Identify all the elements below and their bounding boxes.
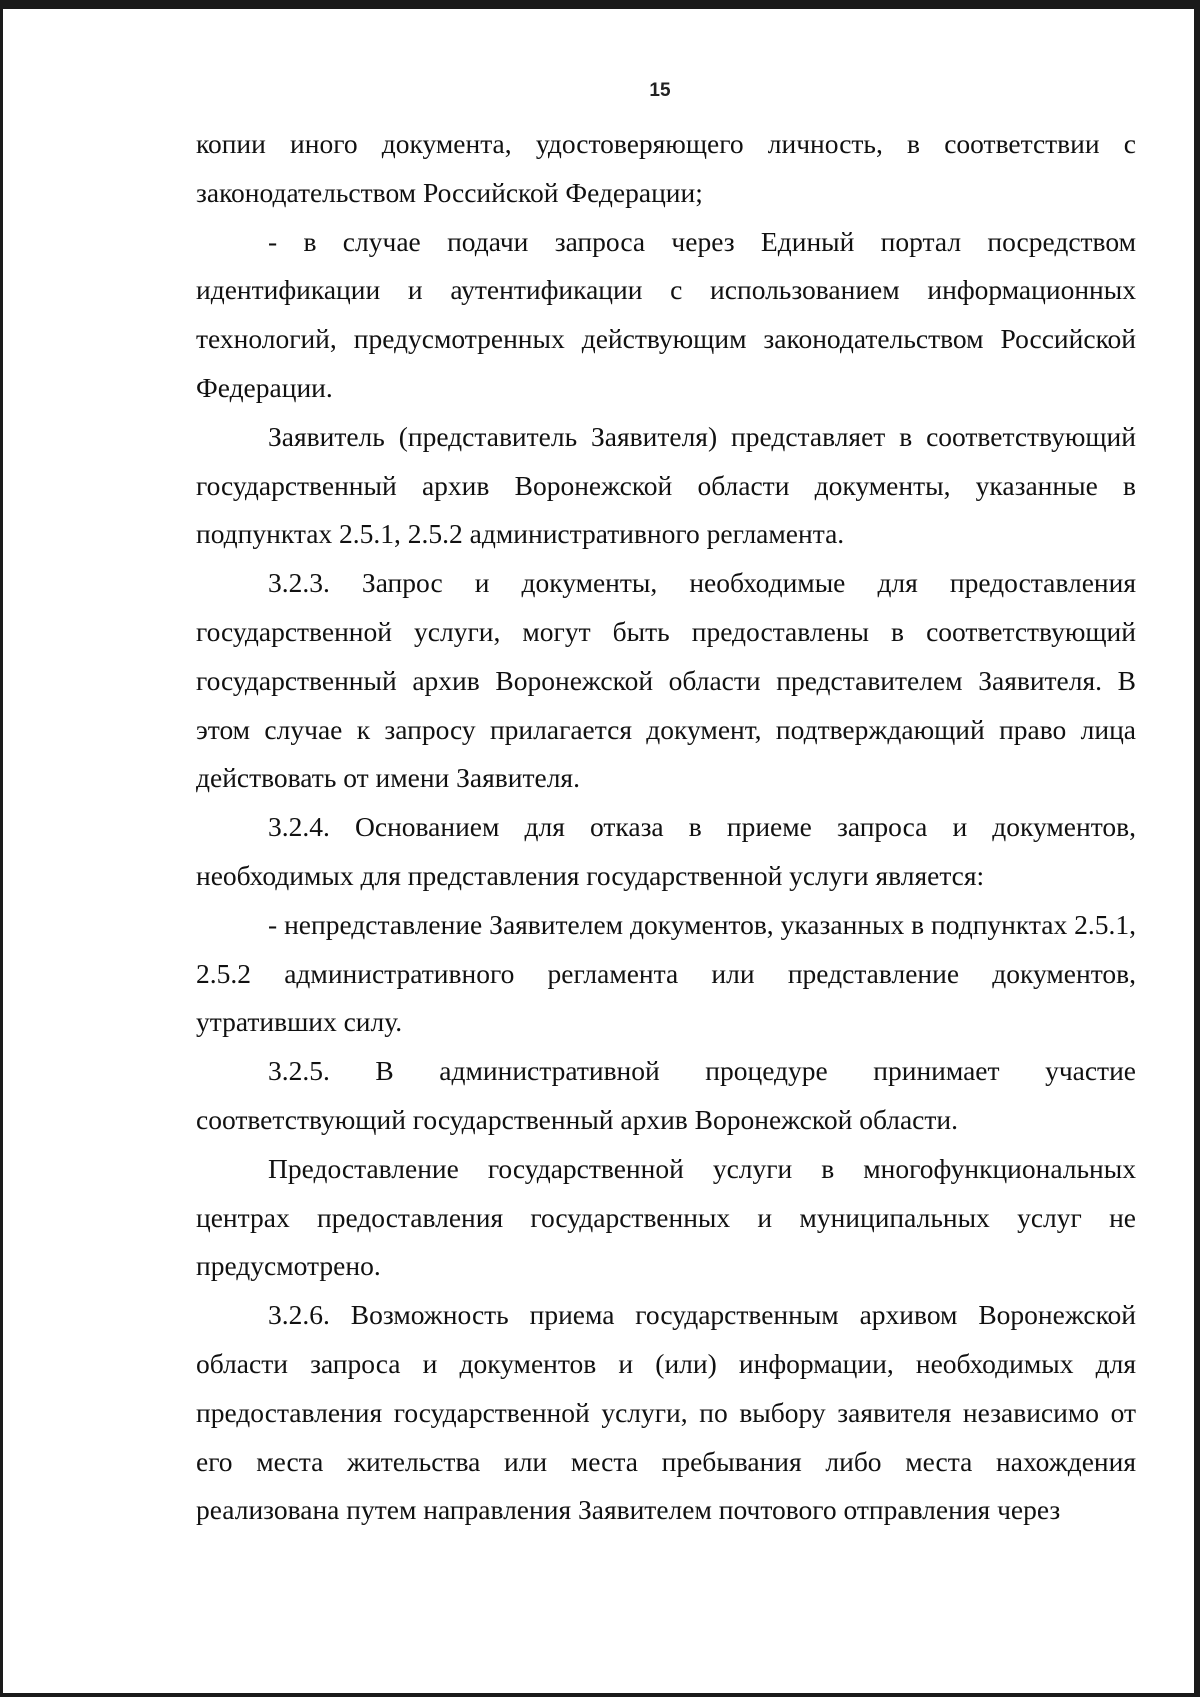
paragraph-non-submission: - непредставление Заявителем документов, указанных в подпунктах 2.5.1, 2.5.2 административного регламента или представление документов, утративших силу. xyxy=(196,908,1136,1038)
paragraph-applicant-submits: Заявитель (представитель Заявителя) представляет в соответствующий государственный архив Воронежской области документы, указанные в подпунктах 2.5.1, 2.5.2 административного регламента. xyxy=(196,420,1136,550)
paragraph-3-2-4: 3.2.4. Основанием для отказа в приеме запроса и документов, необходимых для представления государственной услуги является: xyxy=(196,811,1136,891)
paragraph-3-2-5: 3.2.5. В административной процедуре принимает участие соответствующий государственный архив Воронежской области. xyxy=(196,1055,1136,1135)
paragraph-unified-portal: - в случае подачи запроса через Единый портал посредством идентификации и аутентификации с использованием информационных технологий, предусмотренных действующим законодательством Российской Федерации. xyxy=(196,225,1136,403)
paragraph-3-2-6: 3.2.6. Возможность приема государственным архивом Воронежской области запроса и документов и (или) информации, необходимых для предоставления государственной услуги, по выбору заявителя независимо от его места жительства или места пребывания либо места нахождения реализована путем направления Заявителем почтового отправления через xyxy=(196,1299,1136,1526)
paragraph-3-2-3: 3.2.3. Запрос и документы, необходимые для предоставления государственной услуги, могут быть предоставлены в соответствующий государственный архив Воронежской области представителем Заявителя. В этом случае к запросу прилагается документ, подтверждающий право лица действовать от имени Заявителя. xyxy=(196,567,1136,794)
paragraph-mfc: Предоставление государственной услуги в многофункциональных центрах предоставления государственных и муниципальных услуг не предусмотрено. xyxy=(196,1152,1136,1282)
page-number: 15 xyxy=(649,80,671,101)
document-body xyxy=(196,120,1136,1535)
paragraph-id-copy: копии иного документа, удостоверяющего личность, в соответствии с законодательством Российской Федерации; xyxy=(196,128,1136,208)
